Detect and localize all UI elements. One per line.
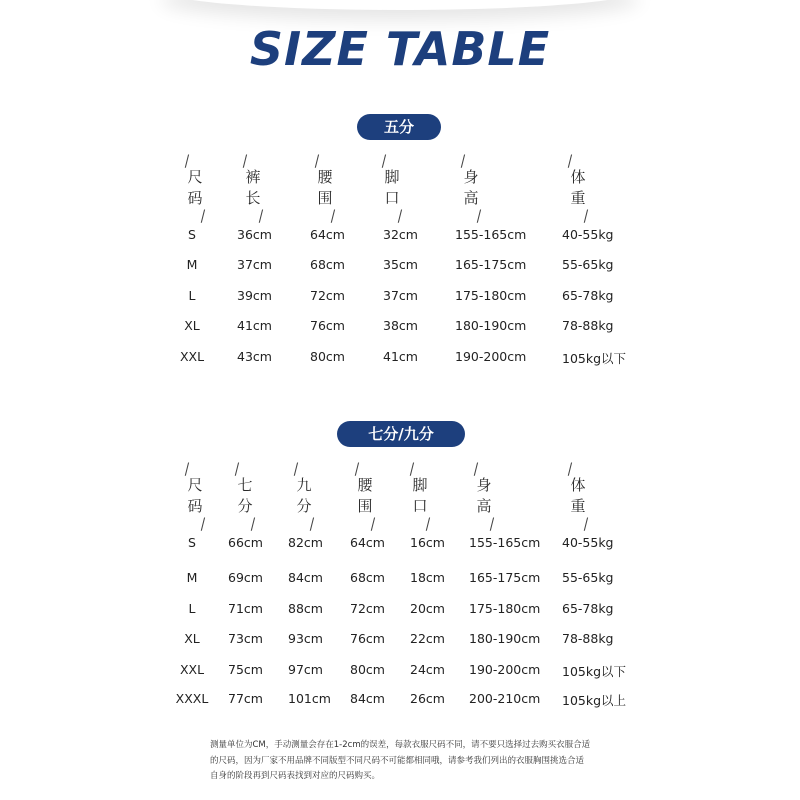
slash-decoration: /: [460, 152, 466, 171]
slash-decoration: /: [409, 460, 415, 479]
table-cell: 18cm: [410, 570, 445, 585]
header-char: 脚: [412, 476, 428, 494]
header-char: 高: [476, 497, 492, 515]
table-cell: 55-65kg: [562, 570, 614, 585]
slash-decoration: /: [567, 152, 573, 171]
table-cell: 84cm: [350, 691, 385, 706]
table-cell: 68cm: [350, 570, 385, 585]
slash-decoration: /: [293, 460, 299, 479]
slash-decoration: /: [309, 515, 315, 534]
size-label-cell: S: [188, 227, 196, 242]
column-header: [405, 460, 435, 534]
top-shadow-decoration: [160, 0, 640, 10]
header-char: 九: [296, 476, 312, 494]
table-cell: 26cm: [410, 691, 445, 706]
column-header: [238, 152, 268, 226]
table-cell: 105kg以下: [562, 664, 627, 679]
measurement-note: [210, 738, 630, 785]
header-char: 围: [357, 497, 373, 515]
header-char: 长: [245, 189, 261, 207]
table-cell: 64cm: [310, 227, 345, 242]
table-cell: 37cm: [237, 257, 272, 272]
header-char: 七: [237, 476, 253, 494]
section-badge-wufen: 五分: [357, 114, 441, 140]
header-char: 重: [570, 497, 586, 515]
slash-decoration: /: [250, 515, 256, 534]
table-cell: 37cm: [383, 288, 418, 303]
table-cell: 190-200cm: [469, 662, 541, 677]
column-header: [180, 152, 210, 226]
header-char: 分: [237, 497, 253, 515]
slash-decoration: /: [242, 152, 248, 171]
header-char: 腰: [357, 476, 373, 494]
slash-decoration: /: [184, 460, 190, 479]
slash-decoration: /: [473, 460, 479, 479]
table-cell: 97cm: [288, 662, 323, 677]
table-cell: 69cm: [228, 570, 263, 585]
table-cell: 101cm: [288, 691, 331, 706]
header-char: 身: [463, 168, 479, 186]
table-cell: 155-165cm: [469, 535, 541, 550]
table-cell: 20cm: [410, 601, 445, 616]
table-cell: 38cm: [383, 318, 418, 333]
table-cell: 55-65kg: [562, 257, 614, 272]
table-cell: 78-88kg: [562, 631, 614, 646]
section-badge-qifen-jiufen: 七分/九分: [337, 421, 465, 447]
header-char: 腰: [317, 168, 333, 186]
column-header: [563, 152, 593, 226]
column-header: [456, 152, 486, 226]
table-cell: 93cm: [288, 631, 323, 646]
table-cell: 76cm: [310, 318, 345, 333]
header-char: 码: [187, 497, 203, 515]
table-cell: 88cm: [288, 601, 323, 616]
column-header: [469, 460, 499, 534]
header-char: 裤: [245, 168, 261, 186]
table-cell: 73cm: [228, 631, 263, 646]
table-cell: 32cm: [383, 227, 418, 242]
table-cell: 24cm: [410, 662, 445, 677]
table-cell: 155-165cm: [455, 227, 527, 242]
table-cell: 75cm: [228, 662, 263, 677]
header-char: 口: [384, 189, 400, 207]
table-cell: 76cm: [350, 631, 385, 646]
table-cell: 190-200cm: [455, 349, 527, 364]
table-cell: 105kg以上: [562, 693, 627, 708]
size-label-cell: M: [186, 570, 198, 585]
slash-decoration: /: [200, 515, 206, 534]
table-cell: 78-88kg: [562, 318, 614, 333]
note-line: 的尺码，因为厂家不用品牌不同版型不同尺码不可能都相同哦，请参考我们列出的衣服胸围挑选合适: [210, 755, 585, 766]
table-cell: 80cm: [350, 662, 385, 677]
table-cell: 66cm: [228, 535, 263, 550]
size-label-cell: XXL: [179, 662, 205, 677]
table-cell: 71cm: [228, 601, 263, 616]
slash-decoration: /: [330, 207, 336, 226]
table-cell: 84cm: [288, 570, 323, 585]
size-label-cell: XXXL: [175, 691, 209, 706]
header-char: 身: [476, 476, 492, 494]
table-cell: 68cm: [310, 257, 345, 272]
table-cell: 65-78kg: [562, 601, 614, 616]
size-label-cell: L: [188, 288, 196, 303]
size-label-cell: XL: [184, 631, 200, 646]
slash-decoration: /: [258, 207, 264, 226]
table-cell: 175-180cm: [469, 601, 541, 616]
header-char: 脚: [384, 168, 400, 186]
header-char: 分: [296, 497, 312, 515]
table-cell: 16cm: [410, 535, 445, 550]
column-header: [310, 152, 340, 226]
header-char: 尺: [187, 476, 203, 494]
header-char: 体: [570, 476, 586, 494]
slash-decoration: /: [583, 207, 589, 226]
column-header: [377, 152, 407, 226]
header-char: 口: [412, 497, 428, 515]
column-header: [289, 460, 319, 534]
table-cell: 165-175cm: [455, 257, 527, 272]
slash-decoration: /: [184, 152, 190, 171]
table-cell: 72cm: [310, 288, 345, 303]
column-header: [180, 460, 210, 534]
slash-decoration: /: [397, 207, 403, 226]
table-cell: 105kg以下: [562, 351, 627, 366]
slash-decoration: /: [314, 152, 320, 171]
table-cell: 43cm: [237, 349, 272, 364]
header-char: 高: [463, 189, 479, 207]
slash-decoration: /: [567, 460, 573, 479]
slash-decoration: /: [200, 207, 206, 226]
slash-decoration: /: [354, 460, 360, 479]
table-cell: 77cm: [228, 691, 263, 706]
column-header: [230, 460, 260, 534]
table-cell: 64cm: [350, 535, 385, 550]
slash-decoration: /: [234, 460, 240, 479]
header-char: 尺: [187, 168, 203, 186]
table-cell: 65-78kg: [562, 288, 614, 303]
column-header: [563, 460, 593, 534]
header-char: 码: [187, 189, 203, 207]
table-cell: 82cm: [288, 535, 323, 550]
note-line: 测量单位为CM，手动测量会存在1-2cm的误差，每款衣服尺码不同，请不要只选择过去购买衣服合适: [210, 740, 591, 750]
slash-decoration: /: [476, 207, 482, 226]
header-char: 体: [570, 168, 586, 186]
table-cell: 200-210cm: [469, 691, 541, 706]
table-cell: 165-175cm: [469, 570, 541, 585]
table-cell: 22cm: [410, 631, 445, 646]
slash-decoration: /: [381, 152, 387, 171]
column-header: [350, 460, 380, 534]
table-cell: 41cm: [237, 318, 272, 333]
slash-decoration: /: [489, 515, 495, 534]
page-title: SIZE TABLE: [249, 22, 551, 76]
table-cell: 35cm: [383, 257, 418, 272]
note-line: 自身的阶段再到尺码表找到对应的尺码购买。: [210, 771, 381, 781]
header-char: 围: [317, 189, 333, 207]
size-label-cell: XL: [184, 318, 200, 333]
table-cell: 39cm: [237, 288, 272, 303]
table-cell: 41cm: [383, 349, 418, 364]
table-cell: 72cm: [350, 601, 385, 616]
table-cell: 180-190cm: [469, 631, 541, 646]
table-cell: 180-190cm: [455, 318, 527, 333]
header-char: 重: [570, 189, 586, 207]
table-cell: 36cm: [237, 227, 272, 242]
size-label-cell: S: [188, 535, 196, 550]
slash-decoration: /: [583, 515, 589, 534]
table-cell: 175-180cm: [455, 288, 527, 303]
slash-decoration: /: [425, 515, 431, 534]
slash-decoration: /: [370, 515, 376, 534]
size-label-cell: M: [186, 257, 198, 272]
size-label-cell: XXL: [179, 349, 205, 364]
table-cell: 40-55kg: [562, 227, 614, 242]
table-cell: 80cm: [310, 349, 345, 364]
table-cell: 40-55kg: [562, 535, 614, 550]
size-label-cell: L: [188, 601, 196, 616]
